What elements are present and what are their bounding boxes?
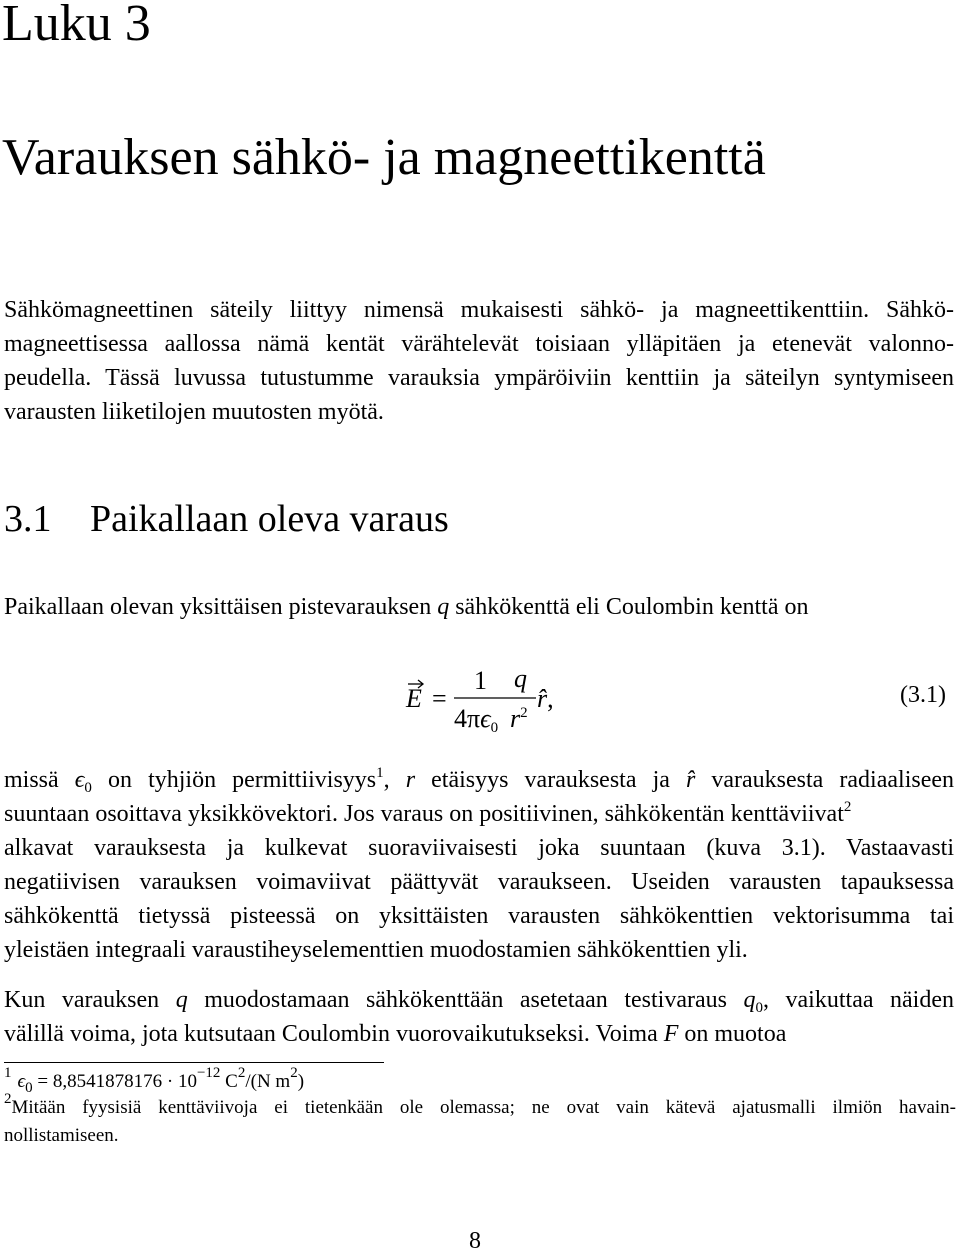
equation-graphic — [404, 664, 704, 744]
chapter-heading: Luku 3 — [2, 0, 151, 52]
fraction-1-denominator: $4\pi\epsilon_0$ — [454, 704, 499, 736]
footnote-divider — [4, 1062, 384, 1063]
footnote-ref-1[interactable]: 1 — [376, 765, 384, 781]
paragraph-line: suuntaan osoittava yksikkövektori. Jos varaus on positiivinen, sähkökentän kenttäviivat$^2$ — [4, 799, 852, 827]
section-number: 3.1 — [4, 498, 52, 540]
footnote-2 — [4, 1091, 956, 1150]
footnote-line: $^2$Mitään fyysisiä kenttäviivoja ei tietenkään ole olemassa; ne ovat vain kätevä ajatusmalli ilmiön havain- — [4, 1091, 956, 1118]
footnote-1: $^1$ $\epsilon_0 = 8,8541878176 \cdot 10^{-12}$ $C^2/(N$ $m^2$) — [4, 1065, 305, 1096]
intro-line-3: peudella. Tässä luvussa tutustumme varauksia ympäröiviin kenttiin ja säteilyn syntymiseen — [4, 365, 954, 391]
paragraph-line: Kun varauksen q muodostamaan sähkökenttään asetetaan testivaraus $q_0$, vaikuttaa näiden — [4, 987, 954, 1016]
fraction-2-numerator: q — [514, 664, 527, 693]
paragraph-test-charge — [4, 983, 954, 1051]
paragraph-line: välillä voima, jota kutsutaan Coulombin vuorovaikutukseksi. Voima F on muotoa — [4, 1021, 787, 1047]
equals-sign: = — [432, 684, 447, 713]
paragraph-line: yleistäen integraali varaustiheyselementtien muodostamien sähkökenttien yli. — [4, 937, 748, 963]
section-heading — [4, 494, 449, 544]
field-vector-symbol: E — [406, 684, 422, 713]
intro-line-1: Sähkömagneettinen säteily liittyy nimensä mukaisesti sähkö- ja magneettikenttiin. Sähkö- — [4, 297, 954, 323]
equation-coulomb-field — [404, 664, 704, 734]
paragraph-line: alkavat varauksesta ja kulkevat suoraviivaisesti joka suuntaan (kuva 3.1). Vastaavasti — [4, 835, 954, 861]
section-title: Paikallaan oleva varaus — [90, 498, 449, 540]
footnote-line: nollistamiseen. — [4, 1125, 119, 1146]
intro-line-4: varausten liiketilojen muutosten myötä. — [4, 399, 384, 425]
fraction-1-numerator: 1 — [474, 666, 487, 695]
page-number: 8 — [469, 1228, 481, 1254]
charge-symbol: q — [437, 594, 450, 620]
unit-vector-r: r̂, — [537, 684, 554, 713]
paragraph-line: Paikallaan olevan yksittäisen pistevarauksen q sähkökenttä eli Coulombin kenttä on — [4, 594, 809, 620]
paragraph-line: sähkökenttä tietyssä pisteessä on yksittäisten varausten sähkökenttien vektorisumma tai — [4, 903, 954, 929]
intro-line-2: magneettisessa aallossa nämä kentät värähtelevät toisiaan ylläpitäen ja etenevät valonno- — [4, 331, 954, 357]
paragraph-coulomb-intro — [4, 590, 954, 624]
intro-paragraph — [4, 293, 954, 429]
fraction-2-denominator: $r^2$ — [510, 704, 528, 733]
paragraph-line: missä $\epsilon_0$ on tyhjiön permittiivisyys$^1$, r etäisyys varauksesta ja r̂ varauksesta radiaaliseen — [4, 765, 955, 796]
paragraph-line: negatiivisen varauksen voimaviivat päättyvät varaukseen. Useiden varausten tapauksessa — [4, 869, 954, 895]
paragraph-field-explanation — [4, 763, 954, 967]
chapter-title: Varauksen sähkö- ja magneettikenttä — [2, 129, 766, 186]
equation-number: (3.1) — [900, 682, 946, 708]
footnote-ref-2[interactable]: 2 — [843, 799, 852, 815]
footnote-mark: 2 — [4, 1091, 12, 1107]
footnote-mark: 1 — [4, 1065, 12, 1081]
